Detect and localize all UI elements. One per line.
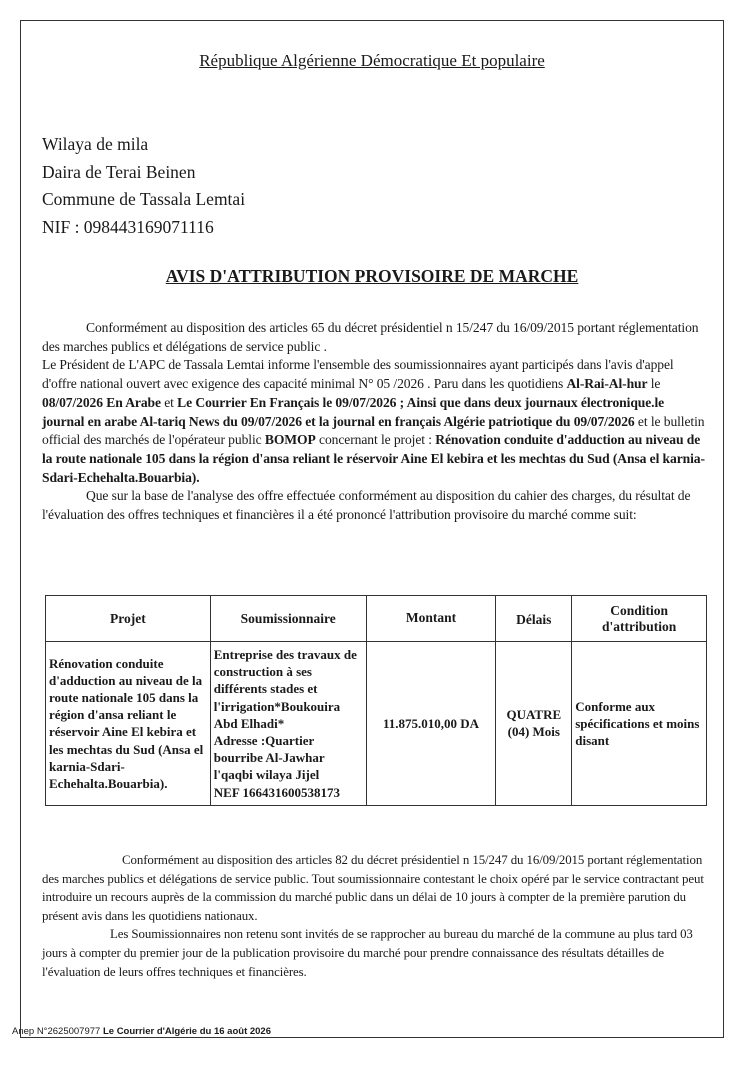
cell-projet: Rénovation conduite d'adduction au niveau de la route nationale 105 dans la région d'ansa reliant le réservoir Aine El kebira et les mechtas du Sud (Ansa el karnia-Sdari-Echehalta.Bouarbia).	[46, 642, 211, 806]
anep-number: Anep N°2625007977	[12, 1026, 101, 1037]
daira-line: Daira de Terai Beinen	[42, 161, 196, 182]
intro-text	[42, 319, 708, 525]
wilaya-line: Wilaya de mila	[42, 134, 149, 154]
award-table	[45, 595, 707, 806]
newspaper-name: Al-Rai-Al-hur	[566, 376, 648, 392]
intro-paragraph-1: Conformément au disposition des articles 65 du décret présidentiel n 15/247 du 16/09/2015 portant réglementation des marches publics et délégations de service public .	[42, 320, 699, 354]
bidder-nef: NEF 166431600538173	[213, 784, 341, 800]
intro-p2-part: concernant le projet :	[315, 432, 436, 448]
cell-montant: 11.875.010,00 DA	[366, 642, 496, 806]
publication-footer	[12, 1026, 271, 1037]
intro-p2-part: et	[160, 394, 178, 410]
intro-p2-part: le	[647, 376, 661, 392]
table-header-row	[46, 596, 707, 642]
closing-text	[42, 851, 712, 981]
publication-details: Le Courrier En Français le 09/07/2026 ; Ainsi que dans deux journaux électronique.le journal en arabe Al-tariq News du 09/07/2026 et la journal en français Algérie patriotique du 09/07/2026	[42, 394, 665, 429]
project-title: Rénovation conduite d'adduction au niveau de la route nationale 105 dans la région d'ansa reliant le réservoir Aine El kebira et les mechtas du Sud (Ansa el karnia-Sdari-Echehalta.Bouarbia).	[42, 432, 705, 485]
header-condition: Condition d'attribution	[572, 596, 707, 642]
intro-p2-part: Le Président de L'APC de Tassala Lemtai informe l'ensemble des soumissionnaires ayant participés dans l'avis d'appel d'offre national ouvert avec exigence des capacité minimal N° 05 /2026 . Paru dans les quotidiens	[42, 357, 674, 392]
header-delais: Délais	[496, 596, 572, 642]
closing-paragraph-1: Conformément au disposition des articles 82 du décret présidentiel n 15/247 du 16/09/2015 portant réglementation des marches publics et délégations de service public. Tout soumissionnaire contestant le choix opéré par le service contractant peut introduire un recours auprès de la commission du marché public dans un délai de 10 jours à compter de la première parution du présent avis dans les quotidiens nationaux.	[42, 853, 704, 923]
notice-frame	[20, 20, 724, 1038]
header-soumissionnaire: Soumissionnaire	[210, 596, 366, 642]
nif-line: NIF : 098443169071116	[42, 216, 214, 237]
cell-soumissionnaire	[210, 642, 366, 806]
intro-paragraph-3: Que sur la base de l'analyse des offre effectuée conformément au disposition du cahier des charges, du résultat de l'évaluation des offres techniques et financières il a été prononcé l'attribution provisoire du marché comme suit:	[42, 488, 691, 523]
header-montant: Montant	[366, 596, 496, 642]
bomop-name: BOMOP	[264, 432, 316, 448]
cell-condition: Conforme aux spécifications et moins disant	[572, 642, 707, 806]
publication-date: 08/07/2026 En Arabe	[42, 394, 161, 410]
republic-heading: République Algérienne Démocratique Et populaire	[199, 51, 545, 70]
notice-title: AVIS D'ATTRIBUTION PROVISOIRE DE MARCHE	[165, 266, 579, 286]
closing-paragraph-2: Les Soumissionnaires non retenu sont invités de se rapprocher au bureau du marché de la commune au plus tard 03 jours à compter du premier jour de la publication provisoire du marché pour prendre connaissance des résultats détailles de l'évaluation de leurs offres techniques et financières.	[42, 927, 693, 979]
commune-line: Commune de Tassala Lemtai	[42, 189, 246, 209]
intro-paragraph-2	[42, 356, 708, 487]
cell-delais: QUATRE (04) Mois	[496, 642, 572, 806]
table-row	[46, 642, 707, 806]
bidder-address: Adresse :Quartier bourribe Al-Jawhar l'qaqbi wilaya Jijel	[213, 733, 325, 783]
bidder-name: Entreprise des travaux de construction à ses différents stades et l'irrigation*Boukouira Abd Elhadi*	[213, 647, 357, 731]
header-projet: Projet	[46, 596, 211, 642]
intro-p2-part: et le bulletin official des marchés de l'opérateur public	[42, 413, 705, 448]
issuer-block	[42, 131, 245, 241]
publication-source: Le Courrier d'Algérie du 16 août 2026	[102, 1026, 271, 1037]
